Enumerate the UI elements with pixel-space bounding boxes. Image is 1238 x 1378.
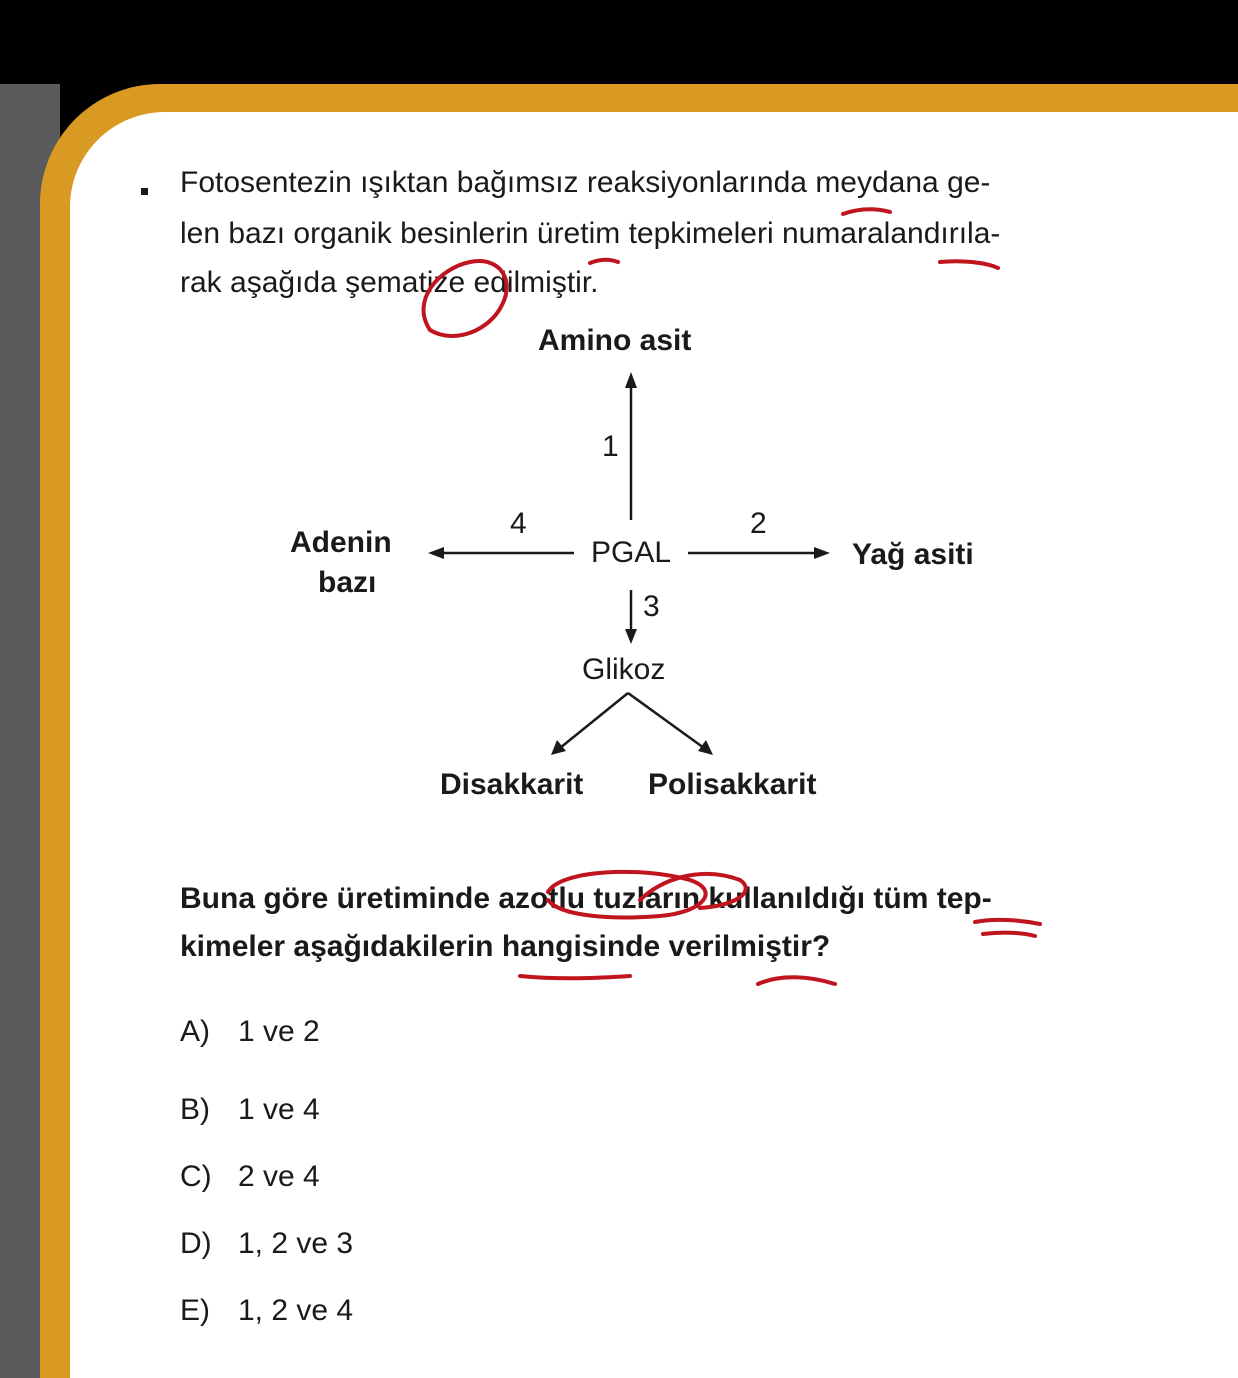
diagram-disaccharide: Disakkarit	[440, 768, 584, 801]
diagram-fatty-acid: Yağ asiti	[852, 538, 974, 571]
diagram-glucose: Glikoz	[582, 653, 666, 686]
intro-line-1: Fotosentezin ışıktan bağımsız reaksiyonlarında meydana ge-	[180, 166, 991, 199]
option-a-letter[interactable]: A)	[180, 1015, 210, 1048]
option-e-letter[interactable]: E)	[180, 1294, 210, 1327]
option-c-text[interactable]: 2 ve 4	[238, 1160, 320, 1193]
diagram-number-3: 3	[643, 590, 660, 623]
intro-line-3: rak aşağıda şematize edilmiştir.	[180, 266, 599, 299]
intro-line-2: len bazı organik besinlerin üretim tepkimeleri numaralandırıla-	[180, 217, 1001, 250]
mark-sematize	[590, 260, 618, 263]
diagram-number-4: 4	[510, 507, 527, 540]
prompt-line-2: kimeler aşağıdakilerin hangisinde verilmiştir?	[180, 930, 831, 963]
option-a-text[interactable]: 1 ve 2	[238, 1015, 320, 1048]
circle-sematize	[424, 261, 507, 336]
option-d-text[interactable]: 1, 2 ve 3	[238, 1227, 354, 1260]
diagram-pgal: PGAL	[591, 536, 672, 569]
diagram-number-2: 2	[750, 507, 767, 540]
diagram-number-1: 1	[602, 430, 619, 463]
option-b-text[interactable]: 1 ve 4	[238, 1093, 320, 1126]
option-b-letter[interactable]: B)	[180, 1093, 210, 1126]
diagram-adenine-base: bazı	[318, 566, 377, 599]
mark-tepkimeleri	[843, 209, 890, 214]
underline-verilmistir	[758, 977, 835, 984]
underline-tum	[975, 920, 1040, 936]
diagram-polysaccharide: Polisakkarit	[648, 768, 817, 801]
option-c-letter[interactable]: C)	[180, 1160, 212, 1193]
underline-hangisinde	[520, 976, 630, 978]
option-d-letter[interactable]: D)	[180, 1227, 212, 1260]
prompt-line-1: Buna göre üretiminde azotlu tuzların kullanıldığı tüm tep-	[180, 882, 992, 915]
option-e-text[interactable]: 1, 2 ve 4	[238, 1294, 354, 1327]
diagram-adenine: Adenin	[290, 526, 392, 559]
mark-numaralandirila	[940, 261, 998, 268]
diagram-amino-acid: Amino asit	[538, 324, 692, 357]
